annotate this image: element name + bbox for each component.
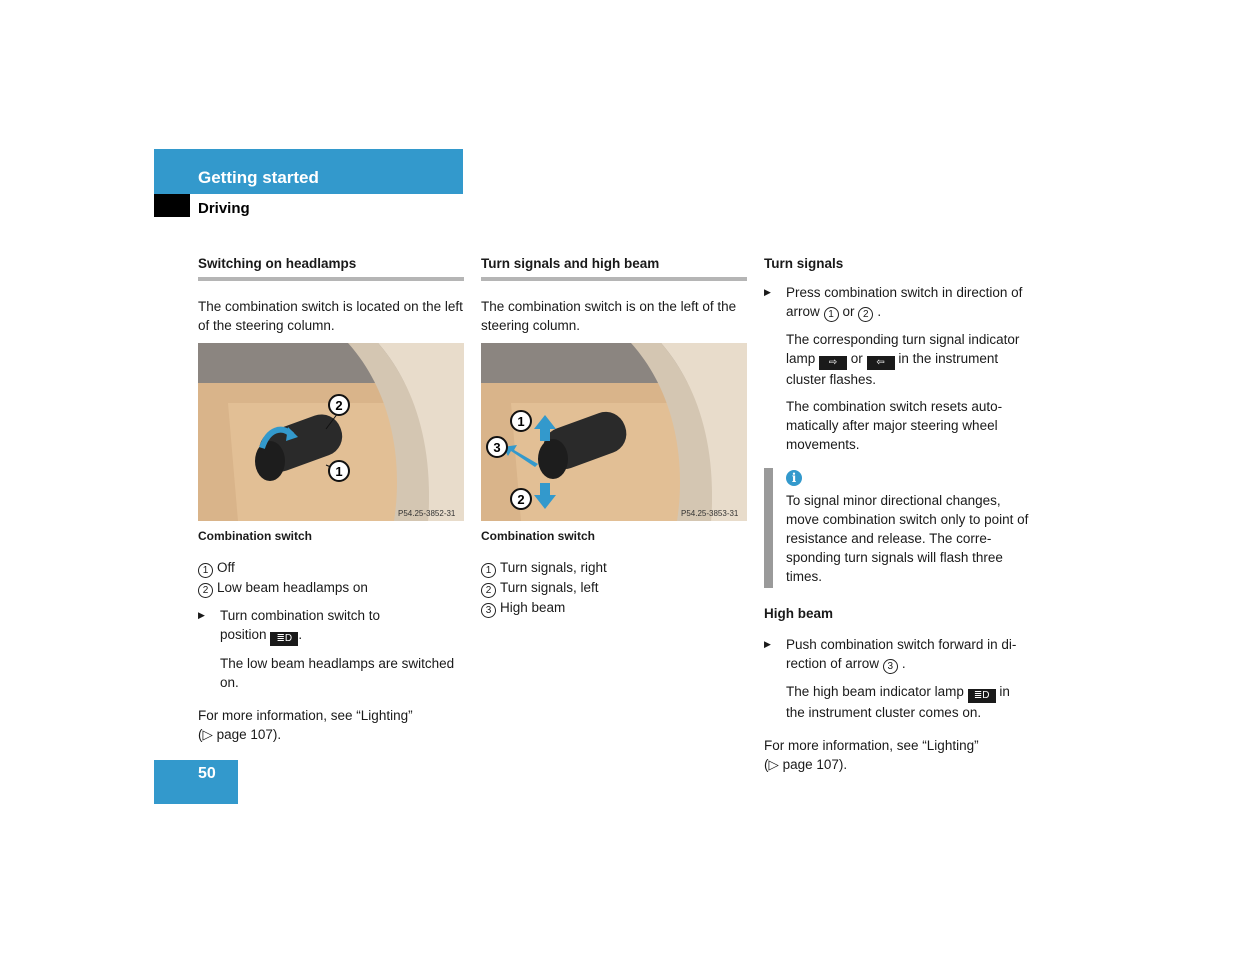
section-title: Driving xyxy=(198,200,250,217)
figure-turn-signal-switch xyxy=(481,343,747,521)
more-info: For more information, see “Lighting” (▷ page 107). xyxy=(764,738,979,772)
instruction-result: The low beam headlamps are switched on. xyxy=(220,656,455,690)
svg-text:1: 1 xyxy=(517,414,525,429)
turn-signals-heading: Turn signals and high beam xyxy=(481,254,747,281)
legend-item: 2 Turn signals, left xyxy=(481,578,747,598)
reset-note: The combination switch resets auto-matically after major steering wheel movements. xyxy=(786,399,1003,452)
info-text: To signal minor directional changes, move combination switch only to point of resistance and release. The corre-sponding turn signals will flash three times. xyxy=(786,493,1029,584)
high-beam-heading: High beam xyxy=(764,606,834,621)
info-box xyxy=(764,468,1030,586)
figure-code: P54.25-3853-31 xyxy=(681,509,739,518)
legend-item: 1 Off xyxy=(198,558,464,578)
high-beam-icon: ≣D xyxy=(968,689,996,703)
more-info: For more information, see “Lighting” (▷ page 107). xyxy=(198,708,413,742)
legend-list xyxy=(481,558,747,618)
headlamps-intro: The combination switch is located on the left of the steering column. xyxy=(198,299,463,333)
turn-right-icon: ⇨ xyxy=(819,356,847,370)
turn-left-icon: ⇦ xyxy=(867,356,895,370)
info-icon: i xyxy=(786,468,1030,487)
header-marker xyxy=(154,194,190,217)
column-headlamps xyxy=(198,254,464,752)
instruction-step: ▶ Push combination switch forward in di-rection of arrow 3 . xyxy=(764,635,1030,674)
legend-item: 1 Turn signals, right xyxy=(481,558,747,578)
instruction-step: ▶ Turn combination switch to position ≣D . xyxy=(198,606,464,646)
page-number: 50 xyxy=(198,765,216,782)
svg-text:2: 2 xyxy=(517,492,525,507)
turn-signals-intro: The combination switch is on the left of the steering column. xyxy=(481,299,737,333)
headlamps-heading: Switching on headlamps xyxy=(198,254,464,281)
instruction-step: ▶ Press combination switch in direction of arrow 1 or 2 . xyxy=(764,283,1030,322)
figure-headlamp-switch xyxy=(198,343,464,521)
turn-signals-subheading: Turn signals xyxy=(764,256,844,271)
svg-text:1: 1 xyxy=(335,464,343,479)
figure-code: P54.25-3852-31 xyxy=(398,509,456,518)
instruction-result: The corresponding turn signal indicator lamp ⇨ or ⇦ in the instrument cluster flashes. xyxy=(786,332,1020,387)
svg-text:2: 2 xyxy=(335,398,343,413)
legend-item: 3 High beam xyxy=(481,598,747,618)
legend-item: 2 Low beam headlamps on xyxy=(198,578,464,598)
page-number-box xyxy=(154,760,238,804)
column-turn-signals-high-beam xyxy=(481,254,747,618)
svg-text:3: 3 xyxy=(493,440,501,455)
chapter-title: Getting started xyxy=(198,168,319,187)
column-turn-signals xyxy=(764,254,1030,782)
figure-caption: Combination switch xyxy=(198,529,312,543)
figure-caption: Combination switch xyxy=(481,529,595,543)
instruction-result: The high beam indicator lamp ≣D in the instrument cluster comes on. xyxy=(786,684,1010,720)
legend-list xyxy=(198,558,464,598)
info-bar xyxy=(764,468,773,588)
low-beam-icon: ≣D xyxy=(270,632,298,646)
